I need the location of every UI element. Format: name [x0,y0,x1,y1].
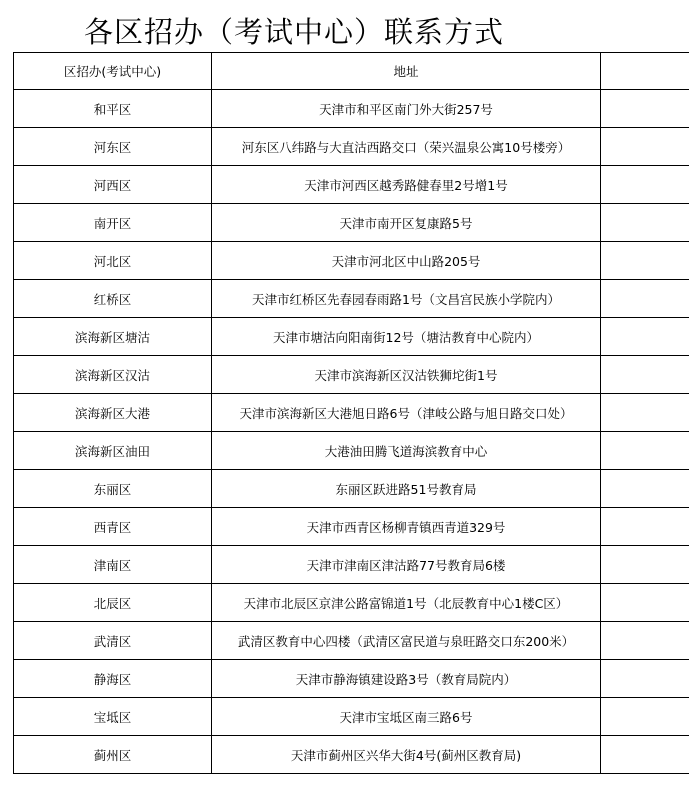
address-cell: 天津市津南区津沽路77号教育局6楼 [212,546,601,584]
district-cell: 武清区 [14,622,212,660]
district-cell: 静海区 [14,660,212,698]
table-row [14,166,689,204]
address-cell: 天津市静海镇建设路3号（教育局院内） [212,660,601,698]
header-empty-cell [601,53,689,90]
table-row [14,280,689,318]
table-row [14,204,689,242]
address-cell: 天津市河北区中山路205号 [212,242,601,280]
district-cell: 滨海新区汉沽 [14,356,212,394]
address-cell: 天津市和平区南门外大街257号 [212,90,601,128]
empty-cell [601,660,689,698]
address-cell: 武清区教育中心四楼（武清区富民道与泉旺路交口东200米） [212,622,601,660]
district-cell: 东丽区 [14,470,212,508]
district-cell: 和平区 [14,90,212,128]
empty-cell [601,318,689,356]
empty-cell [601,90,689,128]
table-row [14,470,689,508]
contact-table [13,52,689,774]
district-cell: 滨海新区油田 [14,432,212,470]
empty-cell [601,432,689,470]
table-row [14,128,689,166]
page-title: 各区招办（考试中心）联系方式 [84,15,505,49]
district-cell: 河北区 [14,242,212,280]
empty-cell [601,280,689,318]
table-row [14,546,689,584]
address-cell: 天津市宝坻区南三路6号 [212,698,601,736]
empty-cell [601,394,689,432]
table-row [14,432,689,470]
empty-cell [601,584,689,622]
district-cell: 津南区 [14,546,212,584]
district-cell: 北辰区 [14,584,212,622]
table-row [14,736,689,774]
empty-cell [601,546,689,584]
district-cell: 滨海新区塘沽 [14,318,212,356]
table-body [14,90,689,774]
district-cell: 河东区 [14,128,212,166]
address-cell: 天津市塘沽向阳南街12号（塘沽教育中心院内） [212,318,601,356]
empty-cell [601,698,689,736]
district-cell: 滨海新区大港 [14,394,212,432]
empty-cell [601,166,689,204]
empty-cell [601,204,689,242]
table-row [14,356,689,394]
table-row [14,698,689,736]
district-cell: 南开区 [14,204,212,242]
empty-cell [601,356,689,394]
address-cell: 天津市南开区复康路5号 [212,204,601,242]
table-row [14,660,689,698]
address-cell: 天津市滨海新区汉沽铁狮坨街1号 [212,356,601,394]
table-row [14,584,689,622]
district-cell: 红桥区 [14,280,212,318]
table-row [14,90,689,128]
empty-cell [601,470,689,508]
district-cell: 河西区 [14,166,212,204]
header-district: 区招办(考试中心) [14,53,212,90]
empty-cell [601,242,689,280]
empty-cell [601,128,689,166]
address-cell: 天津市河西区越秀路健春里2号增1号 [212,166,601,204]
address-cell: 大港油田腾飞道海滨教育中心 [212,432,601,470]
table-row [14,394,689,432]
address-cell: 河东区八纬路与大直沽西路交口（荣兴温泉公寓10号楼旁） [212,128,601,166]
address-cell: 天津市蓟州区兴华大街4号(蓟州区教育局) [212,736,601,774]
table-row [14,622,689,660]
address-cell: 天津市红桥区先春园春雨路1号（文昌宫民族小学院内） [212,280,601,318]
district-cell: 蓟州区 [14,736,212,774]
district-cell: 西青区 [14,508,212,546]
address-cell: 天津市滨海新区大港旭日路6号（津岐公路与旭日路交口处） [212,394,601,432]
empty-cell [601,736,689,774]
empty-cell [601,622,689,660]
table-row [14,318,689,356]
table-header-row [14,53,689,90]
table-row [14,508,689,546]
table-row [14,242,689,280]
address-cell: 天津市西青区杨柳青镇西青道329号 [212,508,601,546]
empty-cell [601,508,689,546]
district-cell: 宝坻区 [14,698,212,736]
header-address: 地址 [212,53,601,90]
address-cell: 天津市北辰区京津公路富锦道1号（北辰教育中心1楼C区） [212,584,601,622]
address-cell: 东丽区跃进路51号教育局 [212,470,601,508]
